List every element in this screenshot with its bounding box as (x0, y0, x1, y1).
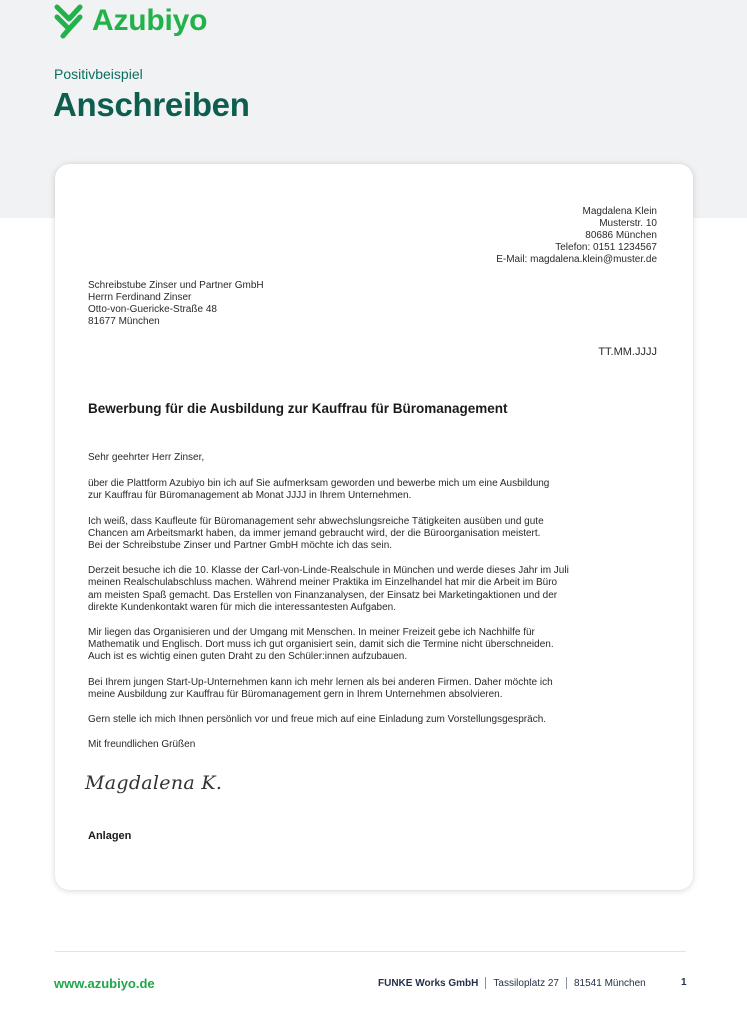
text-line: Mir liegen das Organisieren und der Umgang mit Menschen. In meiner Freizeit gebe ich Nachhilfe für (88, 627, 535, 639)
text-line: am meisten Spaß gemacht. Das Erstellen von Finanzanalysen, der Einsatz bei Marketingaktionen und der (88, 589, 558, 601)
footer-street: Tassiloplatz 27 (493, 977, 559, 989)
salutation: Sehr geehrter Herr Zinser, (88, 452, 205, 463)
paragraph (88, 478, 648, 502)
text-line: Derzeit besuche ich die 10. Klasse der Carl-von-Linde-Realschule in München und werde dieses Jahr im Juli (88, 565, 569, 577)
text-line: Ich weiß, dass Kaufleute für Büromanagement sehr abwechslungsreiche Tätigkeiten ausüben und gute (88, 515, 544, 527)
paragraph (88, 516, 648, 553)
text-line: Chancen am Arbeitsmarkt haben, da immer jemand gebraucht wird, der die Büroorganisation meistert. (88, 527, 541, 539)
brand-name: Azubiyo (92, 4, 208, 37)
sender-name: Magdalena Klein (582, 206, 657, 217)
text-line: Mathematik und Englisch. Dort muss ich gut organisiert sein, damit sich die Termine nicht überschneiden. (88, 639, 554, 651)
text-line: meinen Realschulabschluss machen. Während meiner Praktika im Einzelhandel hat mir die Arbeit im Büro (88, 577, 558, 589)
paragraph (88, 627, 648, 664)
text-line: zur Kauffrau für Büromanagement ab Monat JJJJ in Ihrem Unternehmen. (88, 490, 412, 502)
page-subtitle: Positivbeispiel (54, 66, 143, 82)
recipient-company: Schreibstube Zinser und Partner GmbH (88, 280, 264, 291)
text-line: direkte Kundenkontakt waren für mich die interessantesten Aufgaben. (88, 601, 396, 613)
sender-city: 80686 München (585, 230, 657, 241)
footer-website-link[interactable]: www.azubiyo.de (54, 976, 155, 991)
paragraph (88, 714, 648, 726)
text-line: über die Plattform Azubiyo bin ich auf Sie aufmerksam geworden und bewerbe mich um eine Ausbildung (88, 478, 550, 490)
azubiyo-logo-icon (52, 3, 85, 39)
text-line: Bei der Schreibstube Zinser und Partner GmbH möchte ich das sein. (88, 540, 393, 552)
letter-date: TT.MM.JJJJ (598, 346, 657, 358)
page-number: 1 (681, 977, 687, 988)
page-title: Anschreiben (53, 86, 250, 123)
footer-divider (55, 951, 686, 952)
signature (85, 772, 222, 794)
recipient-street: Otto-von-Guericke-Straße 48 (88, 304, 217, 315)
letter-body (88, 452, 648, 751)
recipient-city: 81677 München (88, 316, 160, 327)
footer-separator (485, 977, 486, 989)
text-line: Auch ist es wichtig einen guten Draht zu den Schüler:innen aufzubauen. (88, 651, 408, 663)
footer-imprint (378, 977, 646, 989)
signature-handwriting: Magdalena K. (85, 772, 223, 794)
recipient-address (88, 280, 264, 328)
letter-card (55, 164, 693, 890)
text-line: meine Ausbildung zur Kauffrau für Büromanagement gern in Ihrem Unternehmen absolvieren. (88, 688, 503, 700)
recipient-person: Herrn Ferdinand Zinser (88, 292, 192, 303)
paragraph (88, 677, 648, 701)
sender-phone: Telefon: 0151 1234567 (555, 242, 657, 253)
closing: Mit freundlichen Grüßen (88, 739, 196, 751)
sender-email: E-Mail: magdalena.klein@muster.de (496, 254, 657, 265)
footer-separator (566, 977, 567, 989)
sender-street: Musterstr. 10 (599, 218, 657, 229)
footer-city: 81541 München (573, 977, 646, 989)
azubiyo-logo[interactable] (52, 2, 207, 40)
letter-subject: Bewerbung für die Ausbildung zur Kauffrau für Büromanagement (88, 401, 508, 416)
paragraph (88, 565, 648, 614)
attachments-label: Anlagen (88, 830, 132, 842)
text-line: Bei Ihrem jungen Start-Up-Unternehmen kann ich mehr lernen als bei anderen Firmen. Daher möchte ich (88, 676, 553, 688)
sender-address (496, 206, 657, 266)
text-line: Gern stelle ich mich Ihnen persönlich vor und freue mich auf eine Einladung zum Vorstellungsgespräch. (88, 714, 547, 726)
footer-company-name: FUNKE Works GmbH (378, 977, 479, 989)
